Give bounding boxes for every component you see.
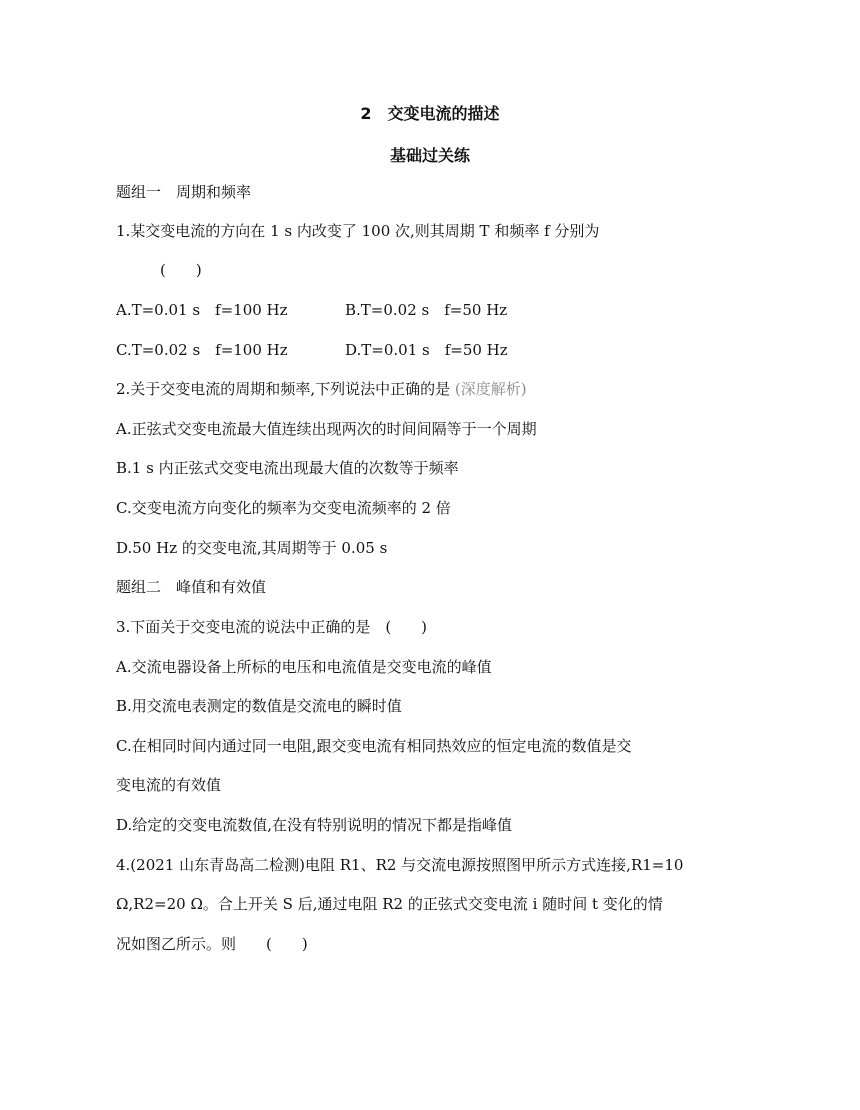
q3-option-d: D.给定的交变电流数值,在没有特别说明的情况下都是指峰值 xyxy=(116,816,513,834)
q1-option-c: C.T=0.02 s f=100 Hz xyxy=(116,341,288,359)
group-2-title: 题组二 峰值和有效值 xyxy=(116,578,267,596)
section-title: 2 交变电流的描述 xyxy=(360,104,500,123)
q1-answer-blank: ( ) xyxy=(160,261,202,279)
q3-option-c-line2: 变电流的有效值 xyxy=(116,776,222,794)
section-subtitle: 基础过关练 xyxy=(389,146,470,165)
q2-option-c: C.交变电流方向变化的频率为交变电流频率的 2 倍 xyxy=(116,499,451,517)
q2-option-a: A.正弦式交变电流最大值连续出现两次的时间间隔等于一个周期 xyxy=(116,420,537,438)
group-1-title: 题组一 周期和频率 xyxy=(116,183,252,201)
q3-stem: 3.下面关于交变电流的说法中正确的是 ( ) xyxy=(116,618,428,636)
q3-option-b: B.用交流电表测定的数值是交流电的瞬时值 xyxy=(116,697,402,715)
q3-option-c-line1: C.在相同时间内通过同一电阻,跟交变电流有相同热效应的恒定电流的数值是交 xyxy=(116,737,632,755)
q2-deep-analysis-tag: (深度解析) xyxy=(454,380,527,398)
q2-option-b: B.1 s 内正弦式交变电流出现最大值的次数等于频率 xyxy=(116,459,459,477)
q1-option-a: A.T=0.01 s f=100 Hz xyxy=(116,301,288,319)
q1-option-b: B.T=0.02 s f=50 Hz xyxy=(345,301,508,319)
q2-stem-line xyxy=(116,379,527,399)
q2-option-d: D.50 Hz 的交变电流,其周期等于 0.05 s xyxy=(116,539,388,557)
q4-stem-line-1: 4.(2021 山东青岛高二检测)电阻 R1、R2 与交流电源按照图甲所示方式连接,R1=10 xyxy=(116,856,684,874)
q1-option-d: D.T=0.01 s f=50 Hz xyxy=(345,341,508,359)
q4-stem-line-2: Ω,R2=20 Ω。合上开关 S 后,通过电阻 R2 的正弦式交变电流 i 随时间 t 变化的情 xyxy=(116,895,663,913)
q2-stem: 2.关于交变电流的周期和频率,下列说法中正确的是 xyxy=(116,380,451,398)
q4-stem-line-3: 况如图乙所示。则 ( ) xyxy=(116,935,308,953)
q3-option-a: A.交流电器设备上所标的电压和电流值是交变电流的峰值 xyxy=(116,658,492,676)
q1-stem: 1.某交变电流的方向在 1 s 内改变了 100 次,则其周期 T 和频率 f 分别为 xyxy=(116,222,600,240)
